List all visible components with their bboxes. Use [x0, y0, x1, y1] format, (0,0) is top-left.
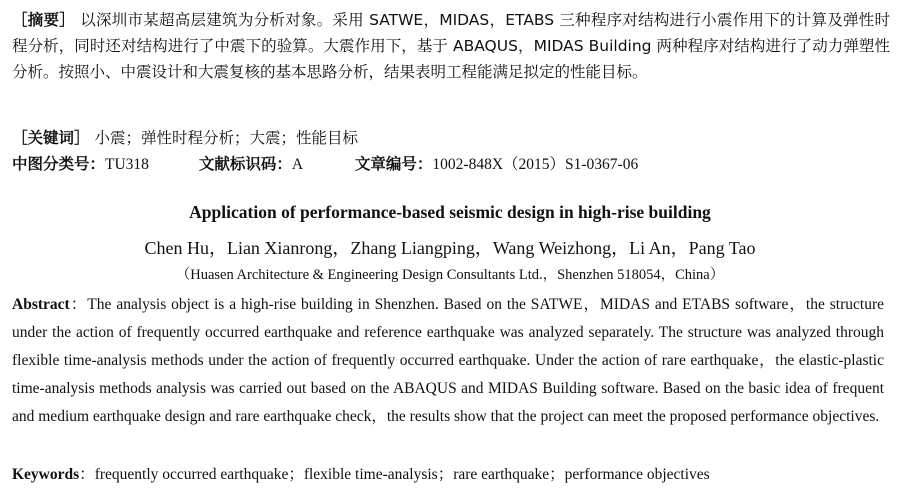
- english-abstract-label: Abstract: [12, 296, 70, 313]
- english-authors: Chen Hu，Lian Xianrong，Zhang Liangping，Wang Weizhong，Li An，Pang Tao: [144, 238, 756, 258]
- english-abstract-separator: ：: [69, 296, 88, 313]
- classification-line: [12, 151, 890, 178]
- english-affiliation: （Huasen Architecture & Engineering Design Consultants Ltd.，Shenzhen 518054，China）: [175, 267, 725, 283]
- chinese-keywords-label: ［关键词］: [12, 129, 90, 147]
- english-keywords: [12, 461, 884, 489]
- english-abstract: [12, 291, 884, 431]
- english-abstract-text: The analysis object is a high-rise building in Shenzhen. Based on the SATWE，MIDAS and ETABS software，the structure under the action of frequently occurred earthquake and reference earthquake was analyzed separately. The structure was analyzed through flexible time-analysis methods under the action of frequently occurred earthquake. Under the action of rare earthquake，the elastic-plastic time-analysis methods analysis was carried out based on the ABAQUS and MIDAS Building software. Based on the basic idea of frequent and medium earthquake design and rare earthquake check，the results show that the project can meet the proposed performance objectives.: [12, 296, 884, 425]
- document-code-value: A: [291, 156, 304, 173]
- chinese-abstract: [12, 7, 890, 85]
- chinese-abstract-label: ［摘要］: [12, 11, 76, 29]
- document-code-label: 文献标识码：: [198, 155, 292, 173]
- chinese-keywords: [12, 125, 890, 151]
- clc-label: 中图分类号：: [12, 155, 106, 173]
- chinese-abstract-text: 以深圳市某超高层建筑为分析对象。采用 SATWE，MIDAS，ETABS 三种程序对结构进行小震作用下的计算及弹性时程分析，同时还对结构进行了中震下的验算。大震作用下，基于 ABAQUS，MIDAS Building 两种程序对结构进行了动力弹塑性分析。按照小、中震设计和大震复核的基本思路分析，结果表明工程能满足拟定的性能目标。: [12, 11, 890, 81]
- english-title: Application of performance-based seismic design in high-rise building: [189, 202, 711, 222]
- article-number-label: 文章编号：: [354, 155, 433, 173]
- english-keywords-label: Keywords: [12, 466, 80, 483]
- chinese-keywords-text: 小震；弹性时程分析；大震；性能目标: [94, 129, 358, 147]
- english-keywords-text: frequently occurred earthquake；flexible time-analysis；rare earthquake；performance objectives: [94, 466, 710, 483]
- clc-value: TU318: [105, 156, 149, 173]
- english-keywords-separator: ：: [79, 466, 95, 483]
- article-number-value: 1002-848X（2015）S1-0367-06: [432, 156, 639, 173]
